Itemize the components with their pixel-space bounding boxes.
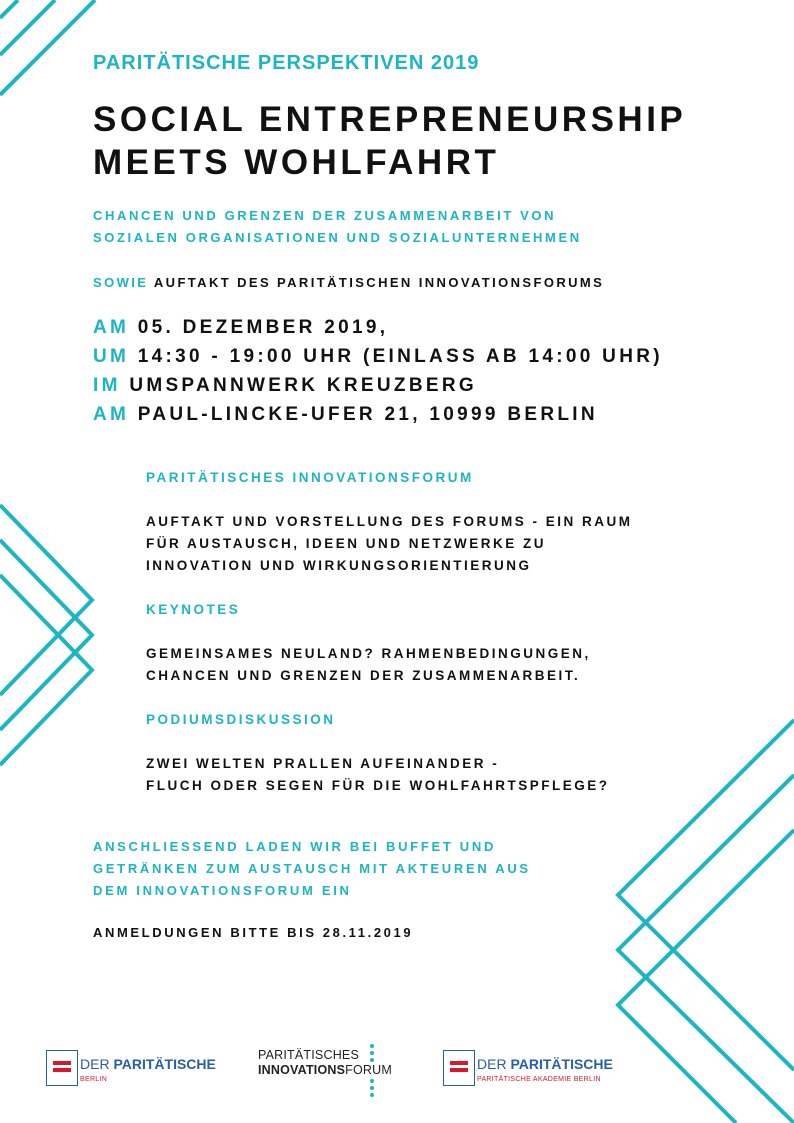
closing-line: GETRÄNKEN ZUM AUSTAUSCH MIT AKTEUREN AUS	[93, 861, 531, 876]
logo2-line1: PARITÄTISCHES	[258, 1048, 359, 1062]
event-time-prefix: UM	[93, 346, 130, 367]
program-text-podiumsdiskussion	[146, 753, 610, 797]
sowie-text: AUFTAKT DES PARITÄTISCHEN INNOVATIONSFORUMS	[153, 275, 605, 290]
event-venue-text: UMSPANNWERK KREUZBERG	[129, 375, 477, 396]
program-line: INNOVATION UND WIRKUNGSORIENTIERUNG	[146, 558, 532, 573]
logo2-rest: FORUM	[345, 1063, 392, 1077]
subtitle-line-1: CHANCEN UND GRENZEN DER ZUSAMMENARBEIT VON	[93, 208, 557, 223]
closing-line: DEM INNOVATIONSFORUM EIN	[93, 883, 352, 898]
event-address-text: PAUL-LINCKE-UFER 21, 10999 BERLIN	[137, 404, 598, 425]
title-line-1: SOCIAL ENTREPRENEURSHIP	[93, 100, 687, 139]
logo-innovationsforum	[258, 1046, 428, 1102]
program-heading-podiumsdiskussion: PODIUMSDISKUSSION	[146, 712, 336, 727]
subtitle-line-2: SOZIALEN ORGANISATIONEN UND SOZIALUNTERNEHMEN	[93, 230, 582, 245]
program-heading-innovationsforum: PARITÄTISCHES INNOVATIONSFORUM	[146, 470, 474, 485]
title-line-2: MEETS WOHLFAHRT	[93, 143, 500, 182]
logo-paritaetische-akademie	[443, 1050, 633, 1090]
event-address-prefix: AM	[93, 404, 130, 425]
subtitle	[93, 205, 582, 249]
registration-deadline: ANMELDUNGEN BITTE BIS 28.11.2019	[93, 925, 414, 940]
logo1-sub: BERLIN	[80, 1076, 108, 1083]
paritaetische-flag-icon	[443, 1050, 475, 1086]
logo3-name: PARITÄTISCHE	[510, 1056, 613, 1072]
logo3-prefix: DER	[477, 1056, 507, 1072]
program-line: FÜR AUSTAUSCH, IDEEN UND NETZWERKE ZU	[146, 536, 546, 551]
event-venue	[93, 371, 663, 400]
page-title	[93, 98, 686, 184]
program-line: FLUCH ODER SEGEN FÜR DIE WOHLFAHRTSPFLEGE?	[146, 778, 610, 793]
program-line: CHANCEN UND GRENZEN DER ZUSAMMENARBEIT.	[146, 668, 581, 683]
logo1-prefix: DER	[80, 1056, 110, 1072]
event-time-text: 14:30 - 19:00 UHR (EINLASS AB 14:00 UHR)	[137, 346, 663, 367]
logo1-name: PARITÄTISCHE	[113, 1056, 216, 1072]
closing-text	[93, 836, 531, 902]
event-venue-prefix: IM	[93, 375, 121, 396]
event-date-text: 05. DEZEMBER 2019,	[137, 317, 389, 338]
event-address	[93, 400, 663, 429]
logo3-sub: PARITÄTISCHE AKADEMIE BERLIN	[477, 1076, 601, 1083]
program-line: ZWEI WELTEN PRALLEN AUFEINANDER -	[146, 756, 500, 771]
event-details	[93, 313, 663, 429]
paritaetische-flag-icon	[46, 1050, 78, 1086]
program-text-keynotes	[146, 643, 591, 687]
logo2-bold: INNOVATIONS	[258, 1063, 346, 1077]
program-text-innovationsforum	[146, 511, 633, 577]
event-time	[93, 342, 663, 371]
logo2-line2	[258, 1063, 392, 1078]
series-title: PARITÄTISCHE PERSPEKTIVEN 2019	[93, 52, 480, 74]
program-heading-keynotes: KEYNOTES	[146, 602, 241, 617]
logo-paritaetische-berlin	[46, 1050, 236, 1090]
event-date-prefix: AM	[93, 317, 130, 338]
closing-line: ANSCHLIESSEND LADEN WIR BEI BUFFET UND	[93, 839, 497, 854]
sowie-line	[93, 275, 604, 290]
sowie-prefix: SOWIE	[93, 275, 149, 290]
event-date	[93, 313, 663, 342]
program-line: AUFTAKT UND VORSTELLUNG DES FORUMS - EIN RAUM	[146, 514, 633, 529]
program-line: GEMEINSAMES NEULAND? RAHMENBEDINGUNGEN,	[146, 646, 591, 661]
